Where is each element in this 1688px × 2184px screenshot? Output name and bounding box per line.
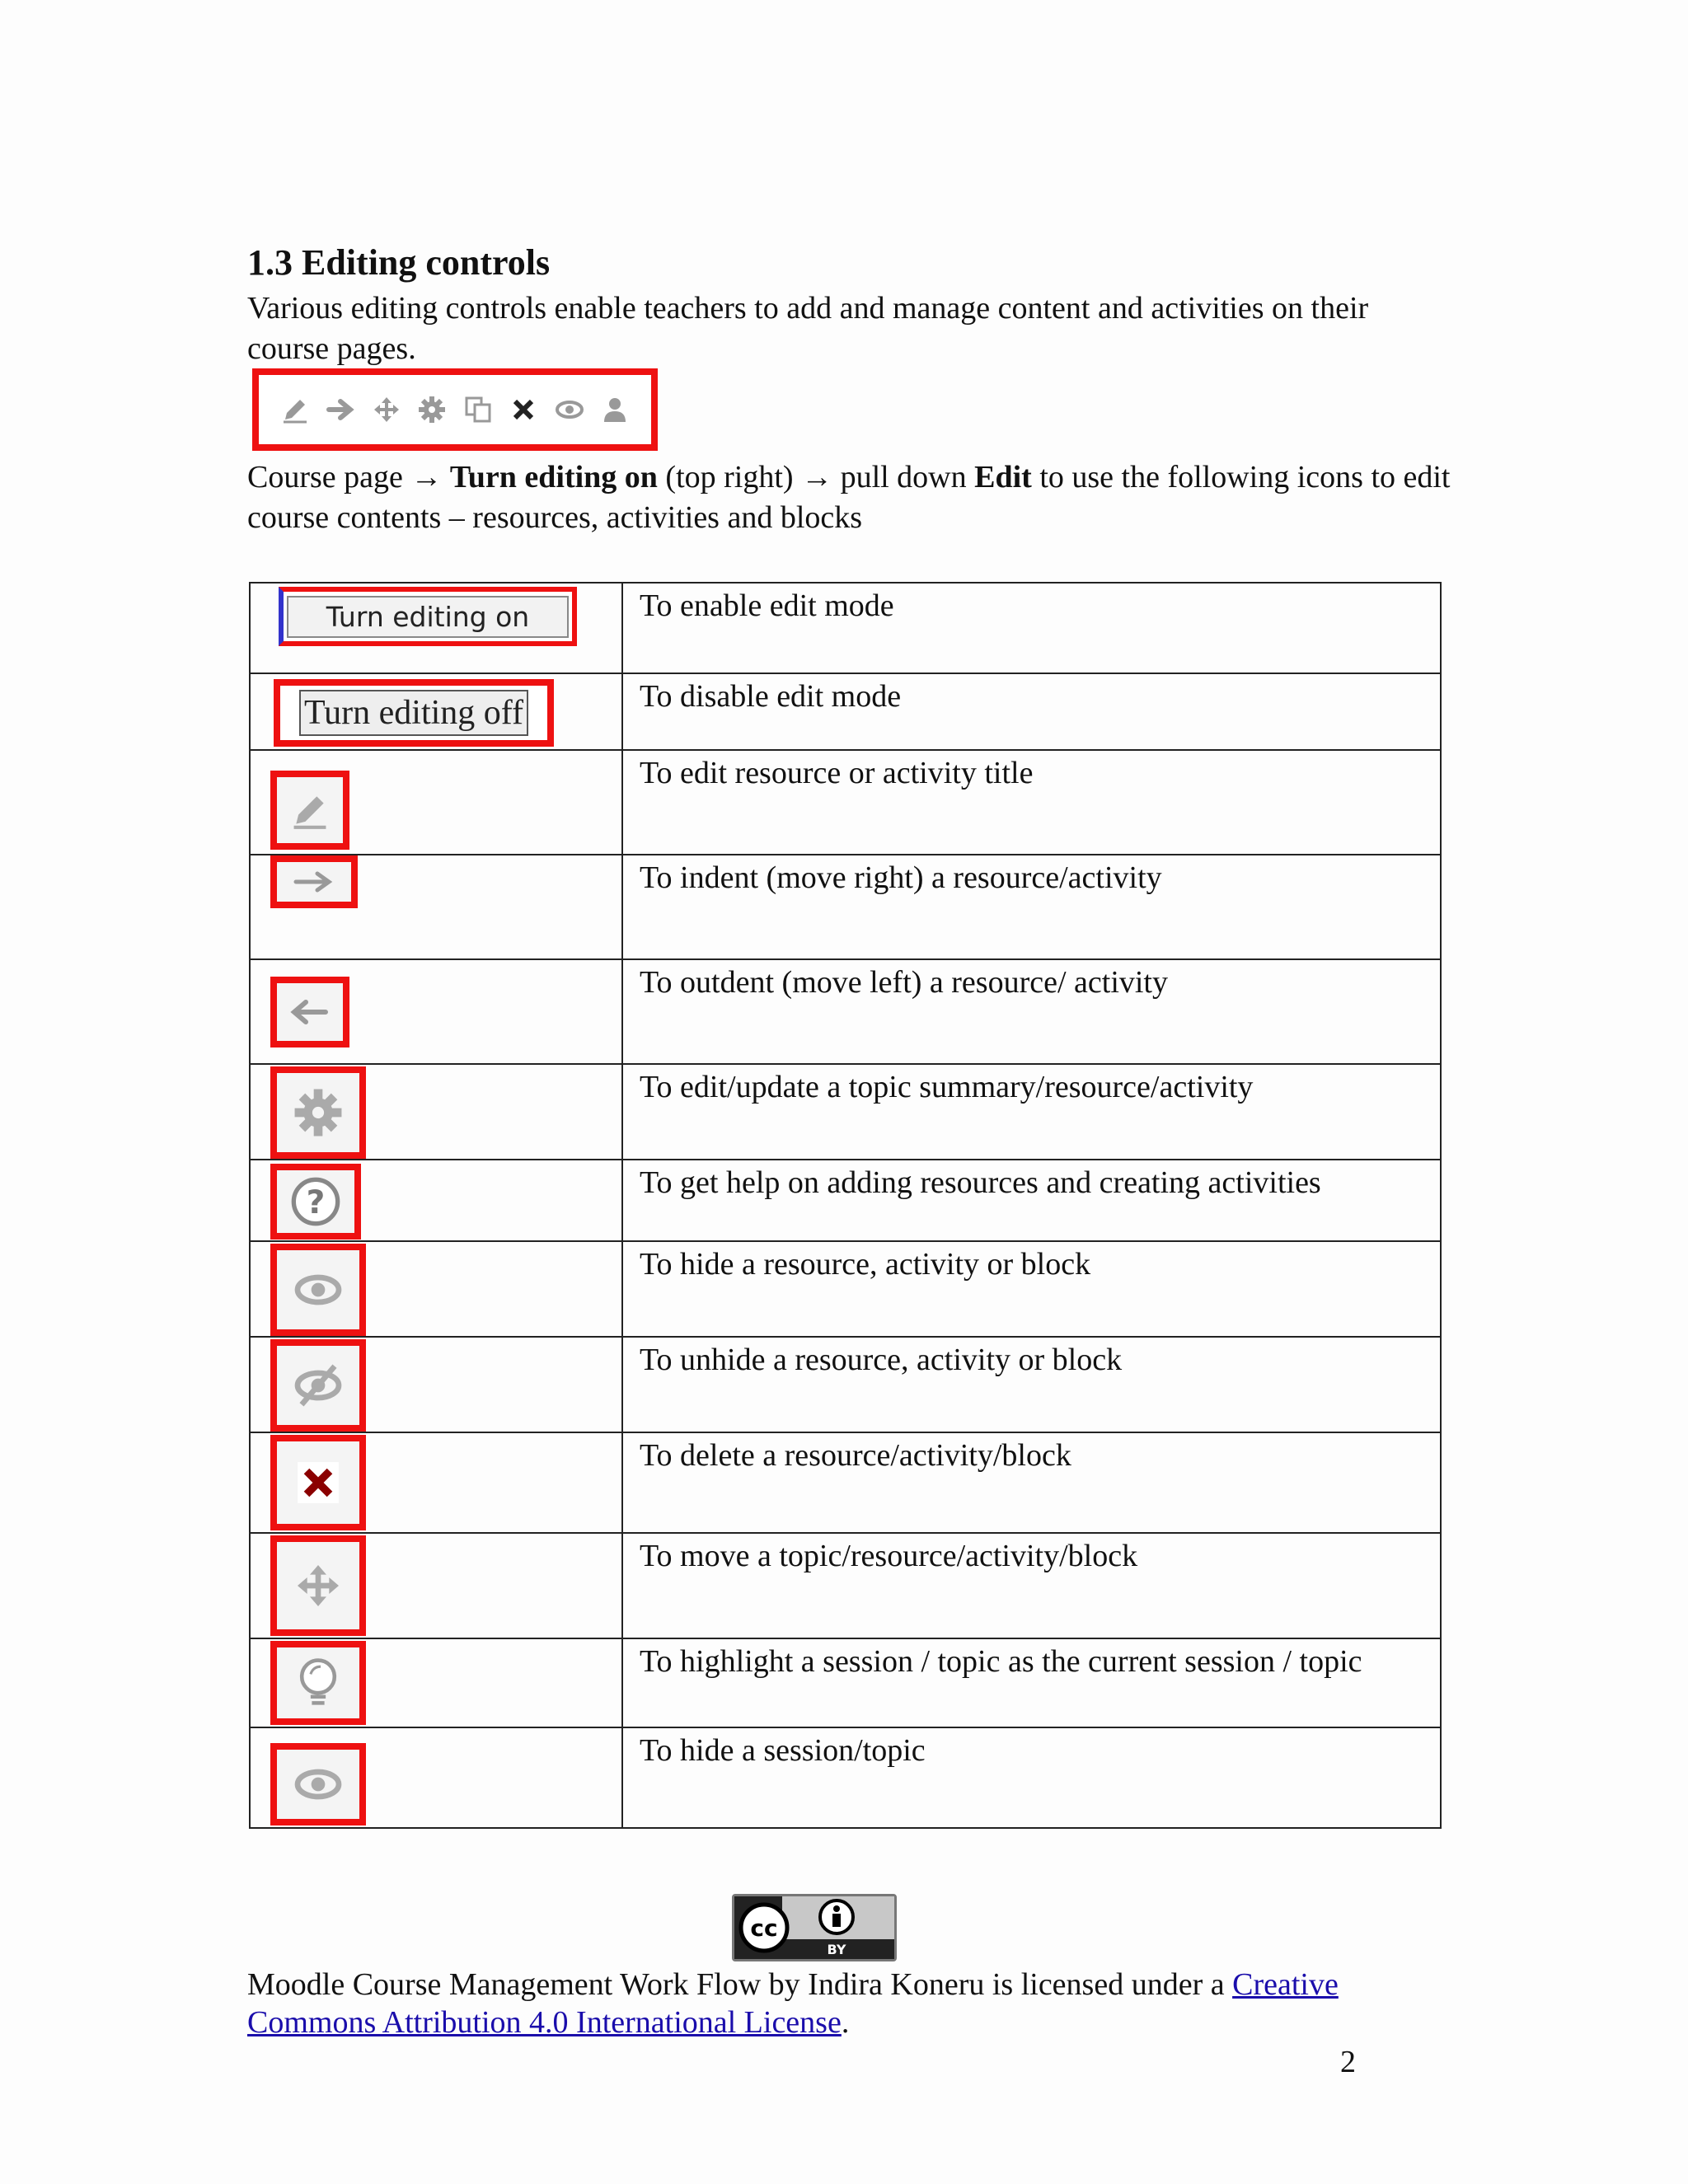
move-icon [270, 1535, 366, 1636]
table-row [250, 855, 1441, 959]
cc-by-license-badge[interactable] [732, 1894, 897, 1961]
eye-slash-icon [270, 1339, 366, 1432]
cc-by-label: BY [827, 1942, 846, 1957]
arrow-left-icon [270, 977, 349, 1047]
table-row [250, 1241, 1441, 1337]
arrow-right-icon [324, 393, 357, 426]
svg-text:?: ? [306, 1184, 326, 1222]
gear-icon [270, 1066, 366, 1159]
move-icon [370, 393, 403, 426]
row-description: To outdent (move left) a resource/ activity [622, 959, 1441, 1064]
row-description: To highlight a session / topic as the current session / topic [622, 1638, 1441, 1727]
row-description: To edit/update a topic summary/resource/activity [622, 1064, 1441, 1160]
row-description: To delete a resource/activity/block [622, 1432, 1441, 1533]
lightbulb-icon [270, 1641, 366, 1725]
duplicate-icon [462, 393, 495, 426]
delete-icon [507, 393, 540, 426]
eye-icon [553, 393, 586, 426]
table-row [250, 750, 1441, 855]
user-icon [598, 393, 631, 426]
eye-icon [270, 1743, 366, 1825]
pencil-icon [279, 393, 312, 426]
table-row [250, 673, 1441, 750]
table-row [250, 1638, 1441, 1727]
license-link[interactable]: Creative Commons Attribution 4.0 International License [247, 1967, 1339, 2040]
row-description: To hide a resource, activity or block [622, 1241, 1441, 1337]
page-number: 2 [1340, 2045, 1356, 2079]
row-description: To indent (move right) a resource/activity [622, 855, 1441, 959]
section-title: 1.3 Editing controls [247, 242, 551, 283]
table-row [250, 1064, 1441, 1160]
instructions: Course page → Turn editing on (top right) → pull down Edit to use the following icons to edit course contents – resources, activities and blocks [247, 460, 1451, 535]
table-row [250, 583, 1441, 673]
gear-icon [415, 393, 448, 426]
section-intro: Various editing controls enable teachers to add and manage content and activities on their course pages. [247, 291, 1369, 366]
row-description: To hide a session/topic [622, 1727, 1441, 1828]
svg-text:cc: cc [750, 1915, 778, 1942]
pencil-icon [270, 771, 349, 850]
arrow-right-icon [270, 855, 358, 908]
table-row [250, 1337, 1441, 1432]
row-description: To move a topic/resource/activity/block [622, 1533, 1441, 1638]
table-row [250, 1432, 1441, 1533]
turn-editing-on-button: Turn editing on [279, 587, 577, 646]
row-description: To disable edit mode [622, 673, 1441, 750]
editing-toolbar-image [252, 368, 658, 451]
table-row [250, 1727, 1441, 1828]
eye-icon [270, 1244, 366, 1336]
table-row [250, 959, 1441, 1064]
row-description: To unhide a resource, activity or block [622, 1337, 1441, 1432]
row-description: To get help on adding resources and creating activities [622, 1160, 1441, 1241]
row-description: To edit resource or activity title [622, 750, 1441, 855]
row-description: To enable edit mode [622, 583, 1441, 673]
license-statement: Moodle Course Management Work Flow by Indira Koneru is licensed under a Creative Commons Attribution 4.0 International License. [247, 1967, 1339, 2040]
table-row [250, 1160, 1441, 1241]
editing-controls-table [249, 582, 1442, 1829]
delete-icon [270, 1435, 366, 1530]
turn-editing-off-button: Turn editing off [274, 679, 554, 747]
table-row [250, 1533, 1441, 1638]
help-icon [270, 1164, 361, 1240]
